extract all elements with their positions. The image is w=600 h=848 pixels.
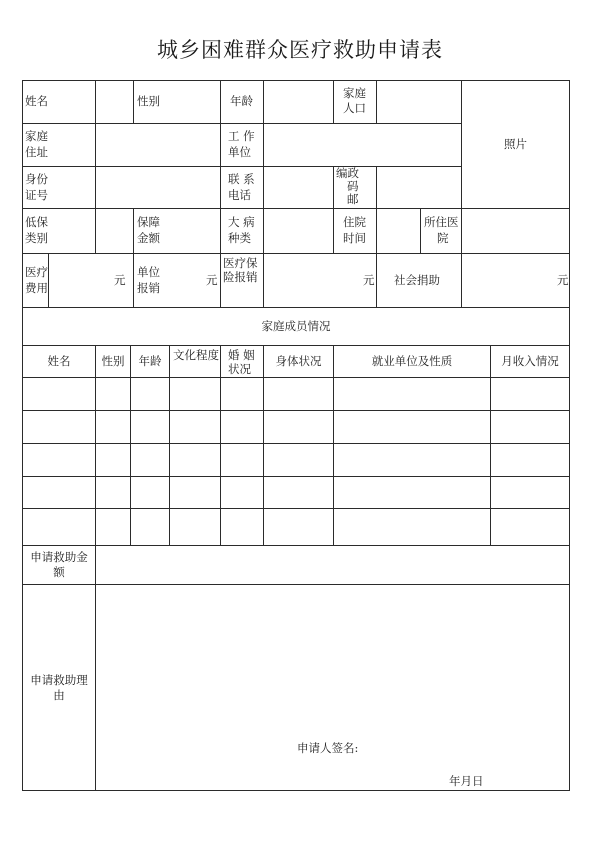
unit-yuan-4: 元 <box>557 273 569 287</box>
col-header-marital-1: 婚 姻 <box>228 348 255 362</box>
label-apply-reason: 申请救助理 由 <box>30 672 88 702</box>
field-name[interactable] <box>96 81 133 123</box>
label-work-2: 单位 <box>228 145 251 159</box>
family-member-row[interactable] <box>23 378 569 410</box>
label-dibao-2: 类别 <box>25 231 48 245</box>
label-id-1: 身份 <box>25 172 48 186</box>
rule-col-e3 <box>333 166 334 208</box>
unit-yuan-2: 元 <box>206 273 218 287</box>
label-hospital-2: 院 <box>437 231 449 245</box>
label-signature: 申请人签名: <box>297 741 359 755</box>
label-guarantee-2: 金额 <box>137 231 160 245</box>
label-postcode-2: 码 <box>347 179 359 193</box>
field-hospital-time[interactable] <box>377 209 420 253</box>
rule-r4-2 <box>133 208 134 253</box>
label-disease-1: 大 病 <box>228 215 255 229</box>
field-address[interactable] <box>96 124 220 166</box>
rule-r4-7 <box>420 208 421 253</box>
label-work-1: 工 作 <box>228 129 255 143</box>
photo-box[interactable] <box>462 81 569 208</box>
field-work-unit[interactable] <box>264 124 461 166</box>
rule-r4-5 <box>333 208 334 253</box>
rule-r5-3 <box>220 253 221 307</box>
label-gender: 性别 <box>137 94 160 108</box>
family-member-row[interactable] <box>23 444 569 476</box>
col-header-age: 年龄 <box>138 354 162 368</box>
label-household-1: 家庭 <box>343 86 366 100</box>
col-header-health: 身体状况 <box>275 354 322 368</box>
family-member-row[interactable] <box>23 477 569 508</box>
label-id-2: 证号 <box>25 188 48 202</box>
label-insurance-2: 险报销 <box>223 270 258 284</box>
field-phone[interactable] <box>264 167 333 208</box>
field-insurance-reimbursement[interactable] <box>264 254 376 307</box>
rule-r4-3 <box>220 208 221 253</box>
unit-yuan-1: 元 <box>114 273 126 287</box>
field-guarantee-amount[interactable] <box>173 209 220 253</box>
label-household-2: 人口 <box>343 101 366 115</box>
field-hospital[interactable] <box>462 209 569 253</box>
label-insurance-1: 医疗保 <box>223 256 258 270</box>
label-hospital-1: 所住医 <box>424 215 459 229</box>
label-phone-2: 电话 <box>228 188 251 202</box>
label-medical-2: 费用 <box>25 281 48 295</box>
col-header-income: 月收入情况 <box>501 354 559 368</box>
label-photo: 照片 <box>504 137 527 151</box>
family-section-title: 家庭成员情况 <box>261 319 331 333</box>
field-household[interactable] <box>377 81 461 123</box>
label-hospital-time-1: 住院 <box>343 215 366 229</box>
label-dibao-1: 低保 <box>25 215 48 229</box>
label-disease-2: 种类 <box>228 231 251 245</box>
border-bottom <box>22 790 570 791</box>
rule-col-b1 <box>133 80 134 123</box>
label-donation: 社会捐助 <box>394 273 440 287</box>
label-hospital-time-2: 时间 <box>343 231 366 245</box>
page-title: 城乡困难群众医疗救助申请表 <box>157 38 443 62</box>
field-donation[interactable] <box>462 254 569 307</box>
col-header-marital-2: 状况 <box>228 362 251 376</box>
border-right <box>569 80 570 791</box>
label-unit-reimb-1: 单位 <box>137 265 160 279</box>
col-header-education: 文化程度 <box>173 348 219 362</box>
label-address-2: 住址 <box>25 145 48 159</box>
label-age: 年龄 <box>230 94 253 108</box>
label-unit-reimb-2: 报销 <box>137 281 160 295</box>
label-postcode-1: 编政 <box>336 166 359 180</box>
field-id-number[interactable] <box>96 167 220 208</box>
label-name: 姓名 <box>25 94 48 108</box>
rule-r5-2 <box>133 253 134 307</box>
field-age[interactable] <box>264 81 333 123</box>
label-date: 年月日 <box>449 774 484 788</box>
col-header-name: 姓名 <box>47 354 71 368</box>
unit-yuan-3: 元 <box>363 273 375 287</box>
field-apply-amount[interactable] <box>96 546 569 584</box>
field-dibao-type[interactable] <box>96 209 133 253</box>
family-member-row[interactable] <box>23 509 569 545</box>
rule-col-e1 <box>333 80 334 123</box>
label-guarantee-1: 保障 <box>137 215 160 229</box>
family-member-row[interactable] <box>23 411 569 443</box>
label-apply-amount: 申请救助金 额 <box>30 550 88 579</box>
col-header-employment: 就业单位及性质 <box>371 354 453 368</box>
field-disease-type[interactable] <box>264 209 333 253</box>
label-address-1: 家庭 <box>25 129 48 143</box>
label-medical-1: 医疗 <box>25 265 48 279</box>
rule-r5-5 <box>376 253 377 307</box>
label-phone-1: 联 系 <box>228 172 255 186</box>
field-apply-reason[interactable] <box>96 585 569 790</box>
field-postcode[interactable] <box>377 167 461 208</box>
col-header-gender: 性别 <box>101 354 125 368</box>
label-postcode-3: 邮 <box>347 192 359 206</box>
